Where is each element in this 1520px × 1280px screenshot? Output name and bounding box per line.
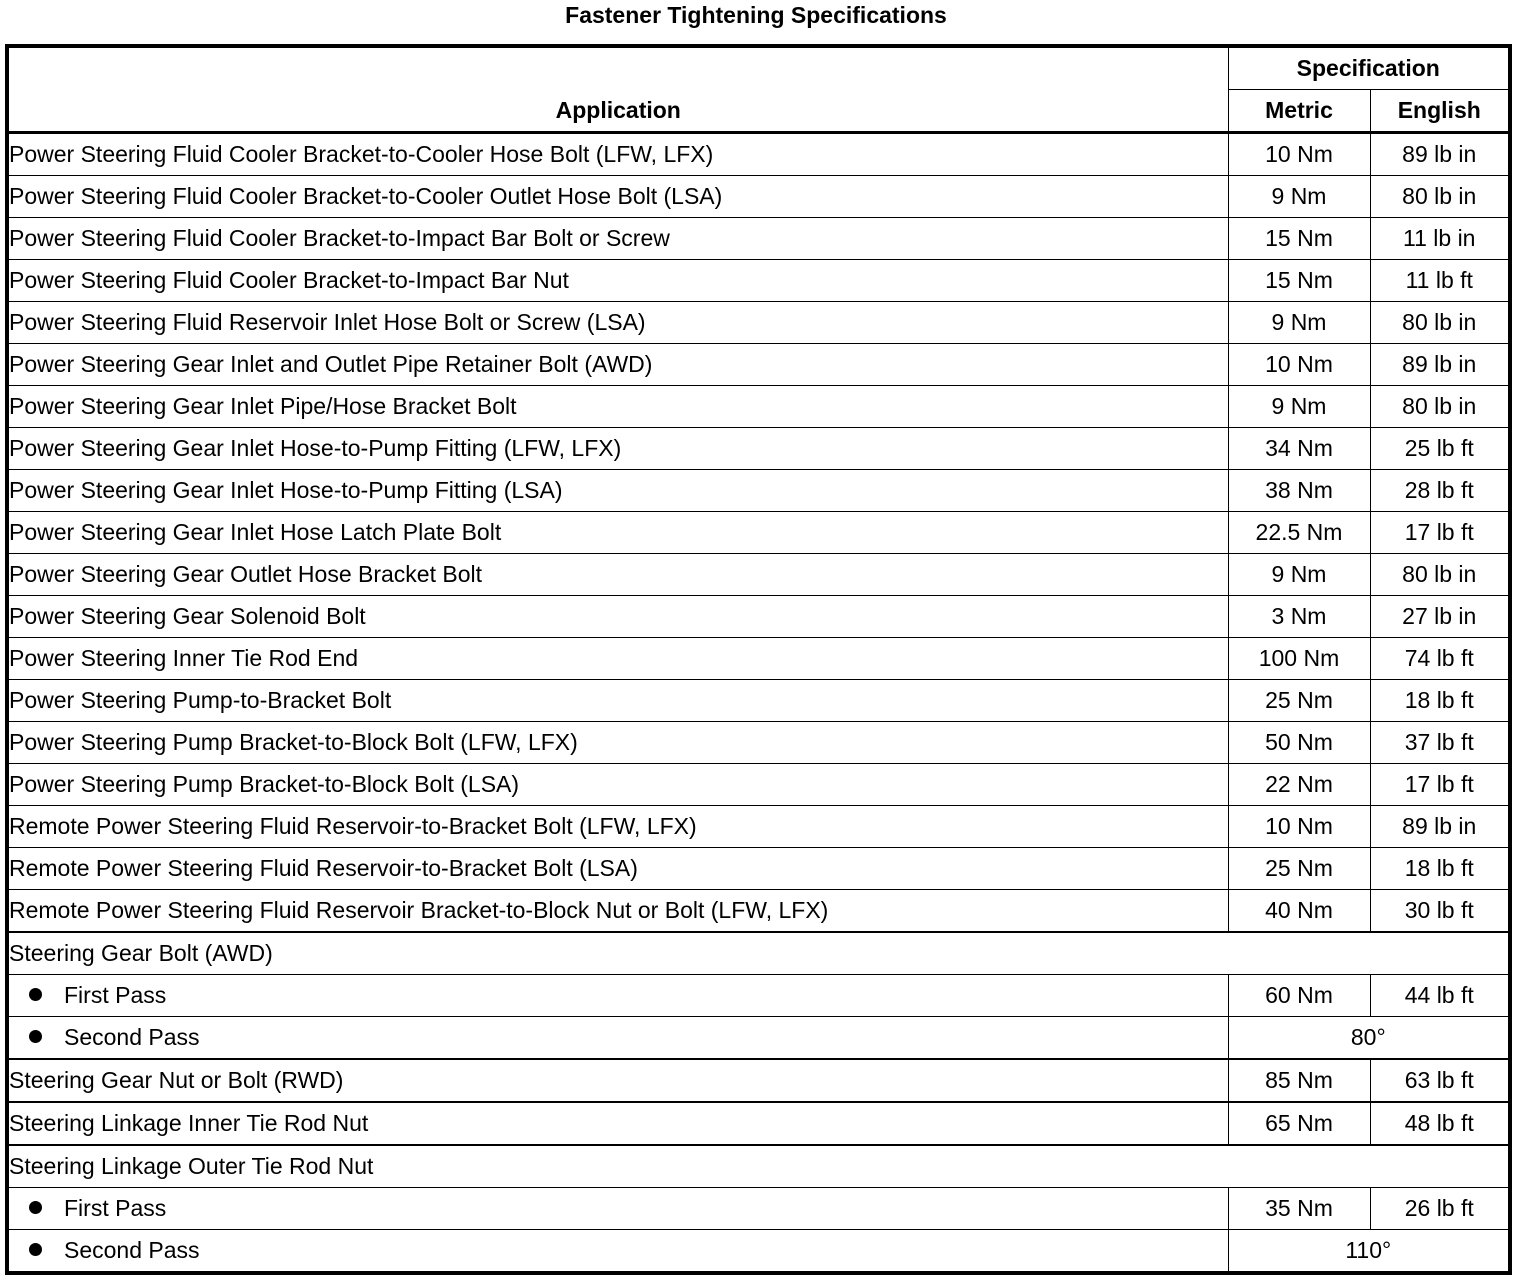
pass-label: First Pass bbox=[64, 982, 167, 1008]
application-cell: Power Steering Gear Solenoid Bolt bbox=[7, 596, 1228, 638]
metric-cell: 15 Nm bbox=[1228, 260, 1370, 302]
application-cell: Remote Power Steering Fluid Reservoir-to-Bracket Bolt (LFW, LFX) bbox=[7, 806, 1228, 848]
metric-cell: 25 Nm bbox=[1228, 680, 1370, 722]
table-row bbox=[7, 848, 1510, 890]
application-cell: Power Steering Gear Inlet Hose Latch Plate Bolt bbox=[7, 512, 1228, 554]
english-cell: 89 lb in bbox=[1370, 806, 1510, 848]
application-cell: Steering Gear Nut or Bolt (RWD) bbox=[7, 1059, 1228, 1102]
grouped-rows bbox=[7, 932, 1510, 1273]
metric-cell: 9 Nm bbox=[1228, 554, 1370, 596]
metric-cell: 65 Nm bbox=[1228, 1102, 1370, 1145]
table-row bbox=[7, 218, 1510, 260]
application-cell: Power Steering Gear Inlet Hose-to-Pump Fitting (LFW, LFX) bbox=[7, 428, 1228, 470]
fastener-spec-table bbox=[5, 44, 1512, 1275]
table-row bbox=[7, 932, 1510, 975]
table-row bbox=[7, 764, 1510, 806]
english-cell: 26 lb ft bbox=[1370, 1188, 1510, 1230]
english-cell: 80 lb in bbox=[1370, 554, 1510, 596]
application-cell bbox=[7, 1230, 1228, 1274]
table-row bbox=[7, 638, 1510, 680]
bullet-icon bbox=[29, 1030, 42, 1043]
table-row bbox=[7, 722, 1510, 764]
metric-cell: 35 Nm bbox=[1228, 1188, 1370, 1230]
table-row bbox=[7, 1102, 1510, 1145]
english-cell: 25 lb ft bbox=[1370, 428, 1510, 470]
application-cell: Power Steering Gear Outlet Hose Bracket Bolt bbox=[7, 554, 1228, 596]
table-row bbox=[7, 512, 1510, 554]
application-cell: Power Steering Gear Inlet and Outlet Pipe Retainer Bolt (AWD) bbox=[7, 344, 1228, 386]
metric-cell: 34 Nm bbox=[1228, 428, 1370, 470]
english-cell: 17 lb ft bbox=[1370, 512, 1510, 554]
english-cell: 11 lb ft bbox=[1370, 260, 1510, 302]
metric-cell: 10 Nm bbox=[1228, 133, 1370, 176]
table-row bbox=[7, 806, 1510, 848]
english-cell: 37 lb ft bbox=[1370, 722, 1510, 764]
english-cell: 18 lb ft bbox=[1370, 680, 1510, 722]
metric-cell: 60 Nm bbox=[1228, 975, 1370, 1017]
english-cell: 27 lb in bbox=[1370, 596, 1510, 638]
table-body bbox=[7, 133, 1510, 933]
pass-label: Second Pass bbox=[64, 1237, 200, 1263]
english-cell: 74 lb ft bbox=[1370, 638, 1510, 680]
bullet-icon bbox=[29, 1201, 42, 1214]
document-title: Fastener Tightening Specifications bbox=[565, 2, 947, 28]
bullet-icon bbox=[29, 988, 42, 1001]
application-cell: Power Steering Gear Inlet Pipe/Hose Bracket Bolt bbox=[7, 386, 1228, 428]
header-row-1 bbox=[7, 46, 1510, 90]
application-cell: Power Steering Pump-to-Bracket Bolt bbox=[7, 680, 1228, 722]
english-cell: 63 lb ft bbox=[1370, 1059, 1510, 1102]
table-row bbox=[7, 1145, 1510, 1188]
table-row bbox=[7, 975, 1510, 1017]
metric-cell: 9 Nm bbox=[1228, 176, 1370, 218]
metric-cell: 10 Nm bbox=[1228, 344, 1370, 386]
angle-cell: 110° bbox=[1228, 1230, 1510, 1274]
application-cell: Steering Gear Bolt (AWD) bbox=[7, 932, 1510, 975]
english-cell: 89 lb in bbox=[1370, 344, 1510, 386]
table-row bbox=[7, 260, 1510, 302]
application-cell: Power Steering Fluid Reservoir Inlet Hose Bolt or Screw (LSA) bbox=[7, 302, 1228, 344]
table-row bbox=[7, 680, 1510, 722]
table-row bbox=[7, 133, 1510, 176]
english-cell: 48 lb ft bbox=[1370, 1102, 1510, 1145]
english-cell: 80 lb in bbox=[1370, 176, 1510, 218]
metric-cell: 3 Nm bbox=[1228, 596, 1370, 638]
table-row bbox=[7, 1059, 1510, 1102]
english-cell: 18 lb ft bbox=[1370, 848, 1510, 890]
application-cell bbox=[7, 1188, 1228, 1230]
bullet-icon bbox=[29, 1243, 42, 1256]
english-cell: 28 lb ft bbox=[1370, 470, 1510, 512]
metric-cell: 85 Nm bbox=[1228, 1059, 1370, 1102]
angle-cell: 80° bbox=[1228, 1017, 1510, 1060]
pass-label: Second Pass bbox=[64, 1024, 200, 1050]
english-cell: 89 lb in bbox=[1370, 133, 1510, 176]
metric-cell: 10 Nm bbox=[1228, 806, 1370, 848]
application-header: Application bbox=[7, 46, 1228, 133]
table-row bbox=[7, 428, 1510, 470]
application-cell: Power Steering Gear Inlet Hose-to-Pump Fitting (LSA) bbox=[7, 470, 1228, 512]
metric-cell: 50 Nm bbox=[1228, 722, 1370, 764]
metric-cell: 40 Nm bbox=[1228, 890, 1370, 933]
application-cell: Power Steering Inner Tie Rod End bbox=[7, 638, 1228, 680]
table-row bbox=[7, 596, 1510, 638]
application-cell: Power Steering Fluid Cooler Bracket-to-Impact Bar Bolt or Screw bbox=[7, 218, 1228, 260]
metric-cell: 9 Nm bbox=[1228, 386, 1370, 428]
metric-cell: 9 Nm bbox=[1228, 302, 1370, 344]
metric-cell: 22 Nm bbox=[1228, 764, 1370, 806]
metric-cell: 15 Nm bbox=[1228, 218, 1370, 260]
table-row bbox=[7, 1188, 1510, 1230]
metric-cell: 25 Nm bbox=[1228, 848, 1370, 890]
english-cell: 80 lb in bbox=[1370, 386, 1510, 428]
metric-cell: 100 Nm bbox=[1228, 638, 1370, 680]
table-row bbox=[7, 1017, 1510, 1060]
application-cell: Power Steering Fluid Cooler Bracket-to-Impact Bar Nut bbox=[7, 260, 1228, 302]
specification-header: Specification bbox=[1228, 46, 1510, 90]
application-cell bbox=[7, 975, 1228, 1017]
english-cell: 44 lb ft bbox=[1370, 975, 1510, 1017]
application-cell: Steering Linkage Outer Tie Rod Nut bbox=[7, 1145, 1510, 1188]
english-header: English bbox=[1370, 90, 1510, 133]
application-cell bbox=[7, 1017, 1228, 1060]
english-cell: 30 lb ft bbox=[1370, 890, 1510, 933]
application-cell: Power Steering Pump Bracket-to-Block Bolt (LSA) bbox=[7, 764, 1228, 806]
application-cell: Power Steering Fluid Cooler Bracket-to-Cooler Outlet Hose Bolt (LSA) bbox=[7, 176, 1228, 218]
table-row bbox=[7, 302, 1510, 344]
application-cell: Power Steering Fluid Cooler Bracket-to-Cooler Hose Bolt (LFW, LFX) bbox=[7, 133, 1228, 176]
pass-label: First Pass bbox=[64, 1195, 167, 1221]
table-row bbox=[7, 344, 1510, 386]
application-cell: Remote Power Steering Fluid Reservoir Bracket-to-Block Nut or Bolt (LFW, LFX) bbox=[7, 890, 1228, 933]
application-cell: Power Steering Pump Bracket-to-Block Bolt (LFW, LFX) bbox=[7, 722, 1228, 764]
metric-cell: 22.5 Nm bbox=[1228, 512, 1370, 554]
table-row bbox=[7, 176, 1510, 218]
english-cell: 11 lb in bbox=[1370, 218, 1510, 260]
table-row bbox=[7, 470, 1510, 512]
table-row bbox=[7, 1230, 1510, 1274]
table-row bbox=[7, 386, 1510, 428]
application-cell: Remote Power Steering Fluid Reservoir-to-Bracket Bolt (LSA) bbox=[7, 848, 1228, 890]
english-cell: 80 lb in bbox=[1370, 302, 1510, 344]
english-cell: 17 lb ft bbox=[1370, 764, 1510, 806]
metric-cell: 38 Nm bbox=[1228, 470, 1370, 512]
table-row bbox=[7, 890, 1510, 933]
application-cell: Steering Linkage Inner Tie Rod Nut bbox=[7, 1102, 1228, 1145]
table-row bbox=[7, 554, 1510, 596]
metric-header: Metric bbox=[1228, 90, 1370, 133]
